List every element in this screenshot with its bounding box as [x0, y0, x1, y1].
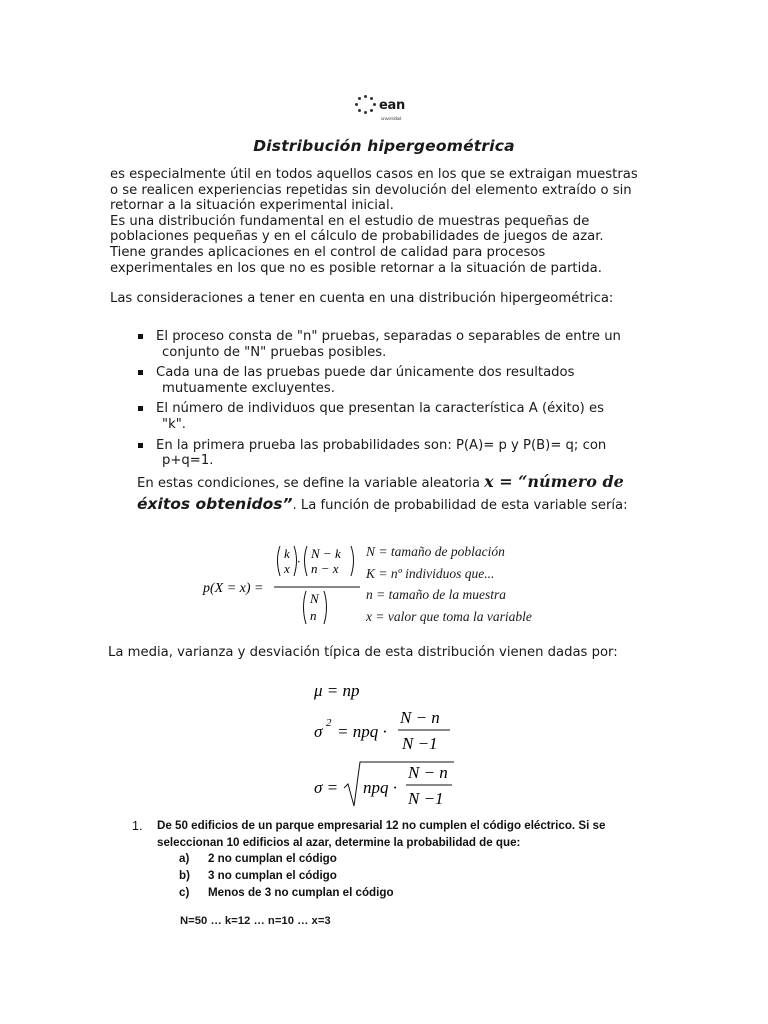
considerations-text: Las consideraciones a tener en cuenta en una distribución hipergeométrica:	[110, 291, 614, 306]
logo-word: ean	[379, 97, 405, 113]
binom-bottom-nx: n − x	[311, 561, 339, 576]
list-item	[136, 329, 638, 360]
bullet-line: El proceso consta de "n" pruebas, separadas o separables de entre un	[156, 329, 621, 344]
formula-lhs: p(X = x) =	[203, 581, 264, 596]
bullet-list	[136, 329, 638, 474]
binom-top-N: N	[310, 591, 319, 606]
stddev-mid: npq ·	[363, 778, 397, 797]
binom-top-Nk: N − k	[311, 546, 341, 561]
item-letter: b)	[179, 869, 190, 882]
item-text: 3 no cumplan el código	[208, 869, 337, 882]
bullet-square-icon	[138, 334, 143, 339]
given-values: N=50 … k=12 … n=10 … x=3	[180, 915, 331, 927]
variance-lhs: σ	[314, 722, 323, 741]
intro-paragraph	[110, 167, 670, 276]
bullet-line: p+q=1.	[162, 453, 214, 469]
item-text: 2 no cumplan el código	[208, 852, 337, 865]
variance-denominator: N −1	[402, 734, 438, 753]
conditions-post: . La función de probabilidad de esta variable sería:	[292, 498, 628, 513]
item-letter: c)	[179, 886, 190, 899]
bullet-line: Cada una de las pruebas puede dar únicamente dos resultados	[156, 365, 575, 381]
bullet-square-icon	[138, 406, 143, 411]
list-item	[179, 868, 337, 885]
bullet-square-icon	[138, 443, 143, 448]
bullet-square-icon	[138, 370, 143, 375]
variance-numerator: N − n	[400, 708, 440, 727]
intro-line: retornar a la situación experimental inicial.	[110, 198, 394, 214]
item-text: Menos de 3 no cumplan el código	[208, 886, 394, 899]
stddev-lhs: σ =	[314, 778, 339, 797]
exercise-line: De 50 edificios de un parque empresarial 12 no cumplen el código eléctrico. Si se	[157, 819, 606, 832]
legend-line: n = tamaño de la muestra	[366, 587, 506, 602]
list-item	[179, 851, 337, 868]
list-item	[136, 438, 638, 469]
stats-formulas	[310, 676, 460, 811]
ean-logo	[355, 93, 417, 121]
exercise-block	[132, 818, 652, 928]
intro-line: o se realicen experiencias repetidas sin devolución del elemento extraído o sin	[110, 182, 632, 198]
intro-line: Es una distribución fundamental en el estudio de muestras pequeñas de	[110, 213, 590, 229]
list-item	[136, 401, 638, 432]
formula-legend	[366, 541, 532, 627]
mean-formula: μ = np	[314, 681, 360, 700]
bullet-line: mutuamente excluyentes.	[162, 380, 335, 396]
legend-line: N = tamaño de población	[366, 544, 505, 559]
list-item	[179, 885, 394, 902]
document-title: Distribución hipergeométrica	[253, 137, 515, 155]
intro-line: es especialmente útil en todos aquellos casos en los que se extraigan muestras	[110, 167, 638, 182]
intro-line: experimentales en los que no es posible retornar a la situación de partida.	[110, 260, 602, 276]
binom-bottom-x: x	[284, 561, 290, 576]
legend-line: K = nº individuos que...	[366, 565, 495, 581]
conditions-pre: En estas condiciones, se define la variable aleatoria	[137, 476, 480, 491]
exercise-line: seleccionan 10 edificios al azar, determine la probabilidad de que:	[157, 835, 521, 849]
item-letter: a)	[179, 852, 190, 865]
probability-formula	[200, 540, 362, 634]
exercise-number: 1.	[132, 819, 143, 833]
random-variable-def-cont: éxitos obtenidos”	[137, 495, 293, 513]
logo-subtitle: universidad	[381, 115, 402, 121]
bullet-line: "k".	[162, 416, 186, 432]
variance-exp: 2	[326, 717, 332, 729]
intro-line: poblaciones pequeñas y en el cálculo de probabilidades de juegos de azar.	[110, 229, 604, 245]
conditions-text	[137, 472, 639, 516]
bullet-line: conjunto de "N" pruebas posibles.	[162, 344, 387, 360]
stats-intro: La media, varianza y desviación típica de esta distribución vienen dadas por:	[108, 645, 618, 660]
variance-mid: = npq ·	[337, 722, 387, 741]
bullet-line: El número de individuos que presentan la característica A (éxito) es	[156, 401, 605, 417]
formula-dot: ·	[297, 554, 301, 569]
stddev-numerator: N − n	[408, 763, 448, 782]
binom-bottom-n: n	[310, 608, 317, 623]
random-variable-def: x = “número de	[484, 472, 624, 491]
stddev-denominator: N −1	[408, 789, 444, 808]
list-item	[136, 365, 638, 396]
intro-line: Tiene grandes aplicaciones en el control de calidad para procesos	[110, 244, 546, 260]
binom-top-k: k	[284, 546, 290, 561]
bullet-line: En la primera prueba las probabilidades son: P(A)= p y P(B)= q; con	[156, 437, 607, 453]
logo-dots-icon	[355, 95, 375, 115]
legend-line: x = valor que toma la variable	[366, 608, 532, 624]
